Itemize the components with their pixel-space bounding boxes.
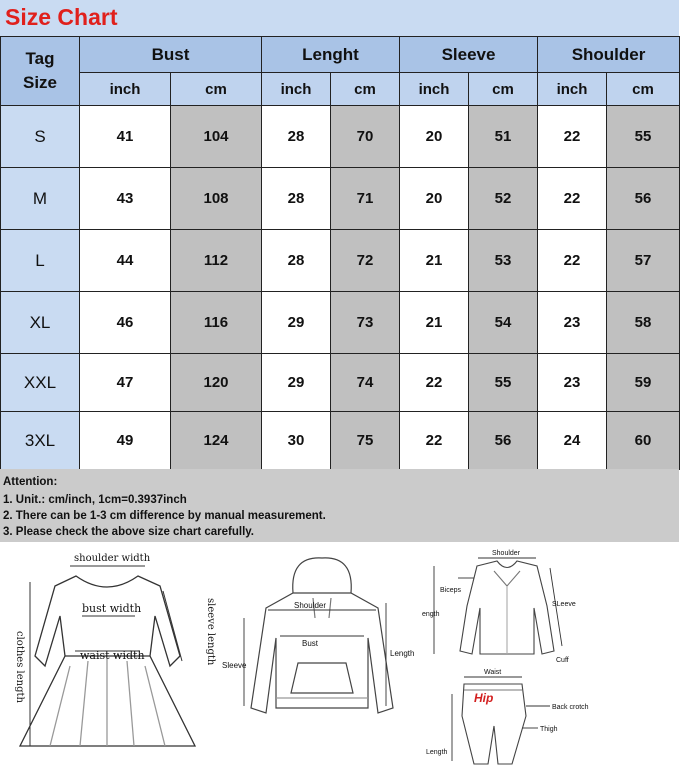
hoodie-drawing: [251, 558, 393, 713]
value-cell: 30: [262, 412, 331, 470]
length-inch-header: inch: [262, 73, 331, 106]
shirt-shoulder-label: Shoulder: [492, 550, 521, 557]
attention-heading: Attention:: [3, 476, 58, 488]
value-cell: 44: [80, 230, 171, 292]
size-cell: XXL: [1, 354, 80, 412]
shirt-drawing: [460, 561, 554, 654]
value-cell: 112: [171, 230, 262, 292]
value-cell: 70: [331, 106, 400, 168]
pants-drawing: [462, 684, 526, 764]
shoulder-inch-header: inch: [538, 73, 607, 106]
value-cell: 21: [400, 230, 469, 292]
value-cell: 57: [607, 230, 680, 292]
value-cell: 124: [171, 412, 262, 470]
table-row: [1, 106, 680, 168]
value-cell: 72: [331, 230, 400, 292]
dress-diagram: [10, 546, 216, 764]
value-cell: 74: [331, 354, 400, 412]
value-cell: 46: [80, 292, 171, 354]
sleeve-cm-header: cm: [469, 73, 538, 106]
value-cell: 56: [607, 168, 680, 230]
table-row: [1, 292, 680, 354]
value-cell: 75: [331, 412, 400, 470]
shirt-cuff-label: Cuff: [556, 657, 569, 664]
value-cell: 23: [538, 292, 607, 354]
hoodie-shoulder-label: Shoulder: [294, 601, 327, 610]
size-cell: S: [1, 106, 80, 168]
value-cell: 28: [262, 230, 331, 292]
value-cell: 43: [80, 168, 171, 230]
attention-box: [0, 469, 679, 542]
dress-bust-label: bust width: [82, 602, 142, 615]
value-cell: 49: [80, 412, 171, 470]
value-cell: 29: [262, 354, 331, 412]
value-cell: 24: [538, 412, 607, 470]
tag-label: Tag: [25, 49, 55, 68]
bust-cm-header: cm: [171, 73, 262, 106]
value-cell: 55: [607, 106, 680, 168]
pants-back-crotch-label: Back crotch: [552, 704, 589, 711]
value-cell: 47: [80, 354, 171, 412]
value-cell: 20: [400, 106, 469, 168]
value-cell: 73: [331, 292, 400, 354]
hoodie-length-label: Length: [390, 649, 415, 658]
size-cell: 3XL: [1, 412, 80, 470]
value-cell: 104: [171, 106, 262, 168]
shoulder-header: Shoulder: [538, 37, 680, 73]
value-cell: 23: [538, 354, 607, 412]
size-table: [0, 36, 680, 470]
size-cell: XL: [1, 292, 80, 354]
value-cell: 52: [469, 168, 538, 230]
tag-size-header: [1, 37, 80, 106]
value-cell: 59: [607, 354, 680, 412]
value-cell: 120: [171, 354, 262, 412]
shirt-biceps-label: Biceps: [440, 587, 462, 594]
value-cell: 22: [400, 354, 469, 412]
length-header: Lenght: [262, 37, 400, 73]
hoodie-sleeve-label: Sleeve: [222, 661, 247, 670]
dress-sleeve-label: sleeve length: [205, 598, 216, 666]
shirt-sleeve-label: SLeeve: [552, 601, 576, 608]
pants-length-label: Length: [426, 749, 448, 756]
value-cell: 22: [538, 168, 607, 230]
value-cell: 20: [400, 168, 469, 230]
value-cell: 22: [538, 230, 607, 292]
size-cell: L: [1, 230, 80, 292]
value-cell: 28: [262, 106, 331, 168]
value-cell: 29: [262, 292, 331, 354]
value-cell: 53: [469, 230, 538, 292]
length-cm-header: cm: [331, 73, 400, 106]
measurement-diagrams: [0, 542, 679, 766]
value-cell: 22: [400, 412, 469, 470]
pants-waist-label: Waist: [484, 669, 502, 676]
table-row: [1, 354, 680, 412]
hoodie-bust-label: Bust: [302, 639, 319, 648]
pants-hip-label: Hip: [474, 691, 494, 705]
dress-waist-label: waist width: [80, 649, 145, 662]
value-cell: 108: [171, 168, 262, 230]
attention-line: 1. Unit.: cm/inch, 1cm=0.3937inch: [3, 494, 187, 506]
value-cell: 22: [538, 106, 607, 168]
table-row: [1, 230, 680, 292]
value-cell: 21: [400, 292, 469, 354]
shirt-diagram: [422, 546, 607, 664]
value-cell: 51: [469, 106, 538, 168]
size-label: Size: [22, 73, 58, 92]
attention-line: 2. There can be 1-3 cm difference by manual measurement.: [3, 510, 326, 522]
bust-header: Bust: [80, 37, 262, 73]
sleeve-header: Sleeve: [400, 37, 538, 73]
dress-length-label: clothes length: [14, 631, 25, 703]
dress-shoulder-label: shoulder width: [74, 553, 151, 564]
pants-diagram: [422, 666, 607, 764]
title-bar: [0, 0, 679, 36]
page-title: Size Chart: [5, 4, 118, 30]
hoodie-diagram: [218, 548, 426, 756]
value-cell: 71: [331, 168, 400, 230]
value-cell: 54: [469, 292, 538, 354]
value-cell: 58: [607, 292, 680, 354]
shirt-length-label: ength: [422, 611, 440, 618]
value-cell: 28: [262, 168, 331, 230]
size-cell: M: [1, 168, 80, 230]
value-cell: 60: [607, 412, 680, 470]
attention-line: 3. Please check the above size chart carefully.: [3, 526, 255, 538]
table-row: [1, 412, 680, 470]
value-cell: 56: [469, 412, 538, 470]
table-row: [1, 168, 680, 230]
bust-inch-header: inch: [80, 73, 171, 106]
value-cell: 116: [171, 292, 262, 354]
pants-thigh-label: Thigh: [540, 726, 558, 733]
sleeve-inch-header: inch: [400, 73, 469, 106]
value-cell: 55: [469, 354, 538, 412]
value-cell: 41: [80, 106, 171, 168]
shoulder-cm-header: cm: [607, 73, 680, 106]
